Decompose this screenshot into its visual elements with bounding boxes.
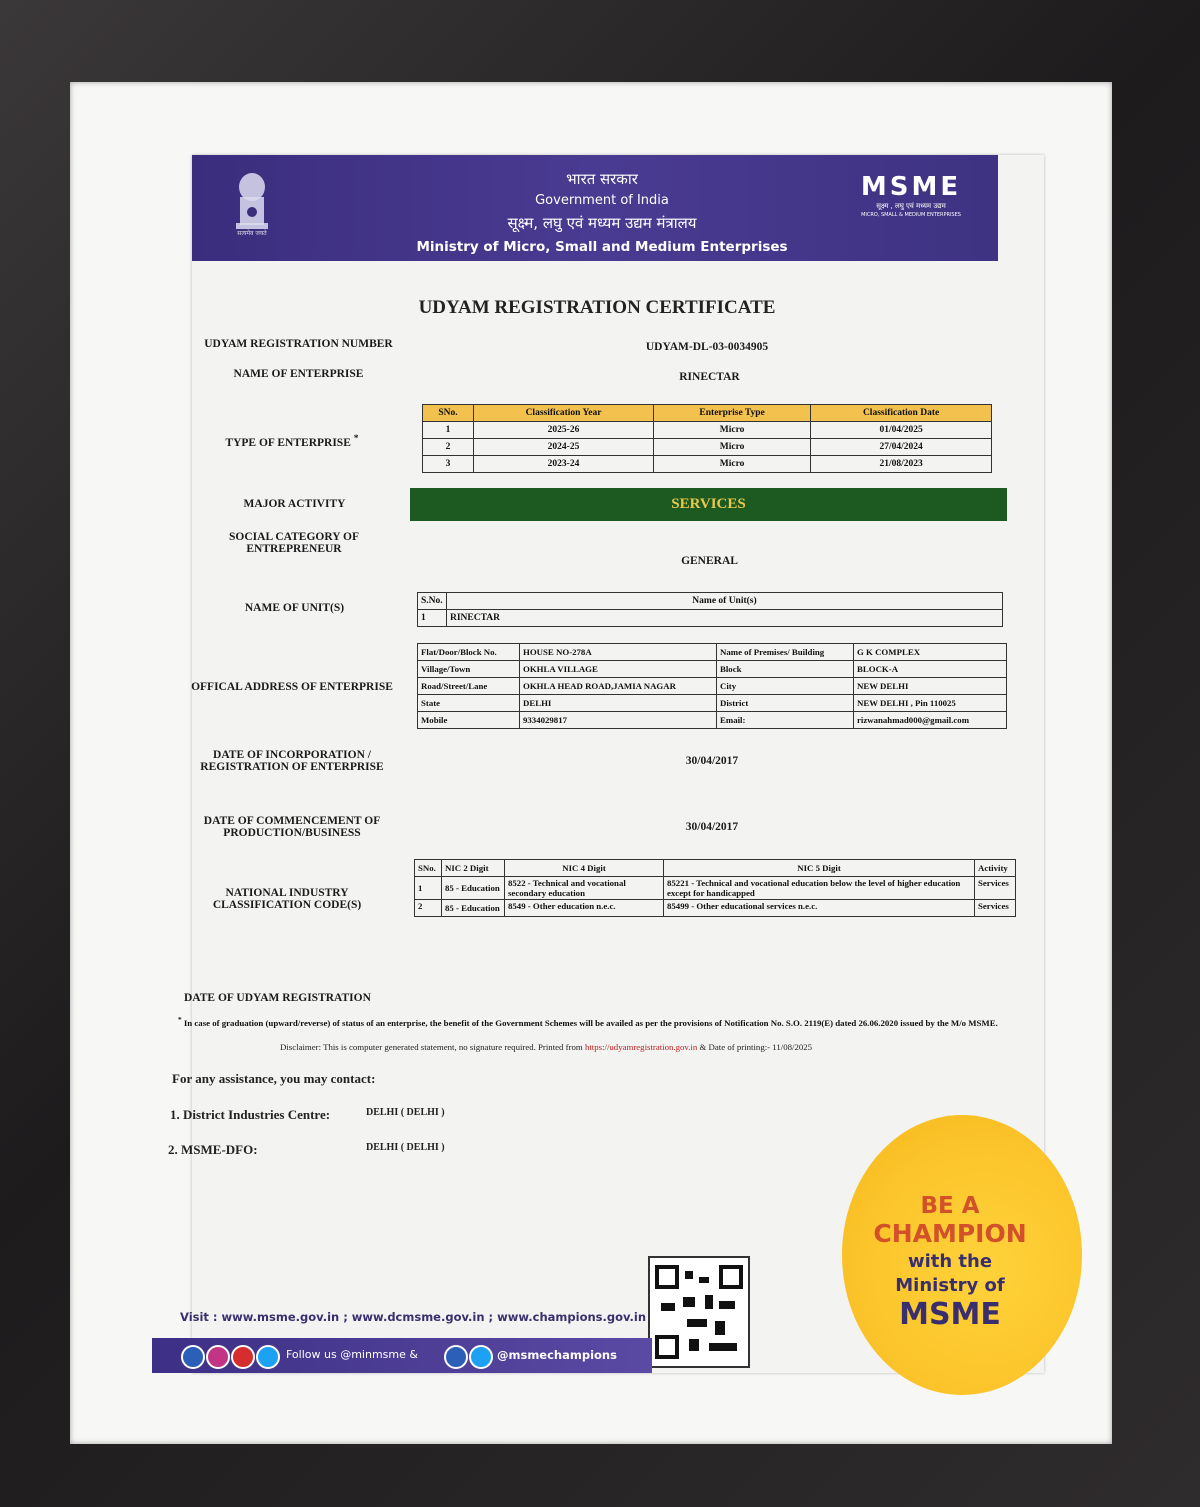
cell: 1 [415, 877, 442, 900]
cell: Block [717, 661, 854, 678]
table-row [415, 900, 1016, 917]
assistance-heading: For any assistance, you may contact: [172, 1071, 376, 1086]
contact-dic-label: 1. District Industries Centre: [170, 1107, 331, 1122]
qr-code-icon[interactable] [649, 1257, 749, 1367]
cell: 85 - Education [442, 900, 505, 917]
champion-line: CHAMPION [873, 1219, 1027, 1248]
cell: Services [975, 877, 1016, 900]
instagram-icon[interactable] [206, 1345, 230, 1369]
label-address: OFFICAL ADDRESS OF ENTERPRISE [191, 681, 393, 693]
cell: 21/08/2023 [811, 456, 992, 473]
class-head-date: Classification Date [811, 405, 992, 422]
social-category-value: GENERAL [681, 555, 738, 567]
reg-number-value: UDYAM-DL-03-0034905 [645, 341, 769, 353]
cell: Road/Street/Lane [418, 678, 520, 695]
cell: 3 [423, 456, 474, 473]
contact-dfo-label: 2. MSME-DFO: [168, 1142, 258, 1157]
units-table [417, 592, 1003, 627]
cell: 9334029817 [520, 712, 717, 729]
label-major: MAJOR ACTIVITY [243, 498, 346, 510]
cell: rizwanahmad000@gmail.com [854, 712, 1007, 729]
label-udyam-date: DATE OF UDYAM REGISTRATION [184, 992, 371, 1004]
header-ministry: Ministry of Micro, Small and Medium Enterprises [416, 239, 788, 255]
msme-logo-text: MSME [860, 172, 962, 202]
champion-text [860, 1193, 1040, 1247]
cell: OKHLA HEAD ROAD,JAMIA NAGAR [520, 678, 717, 695]
disclaimer: Disclaimer: This is computer generated statement, no signature required. Printed from https://udyamregistration.gov.in & Date of printing:- 11/08/2025 [280, 1042, 813, 1052]
table-row [418, 695, 1007, 712]
nic-head-2: NIC 2 Digit [442, 860, 505, 877]
champion-line: BE A [920, 1193, 980, 1219]
commencement-date-value: 30/04/2017 [685, 821, 739, 833]
champion-subtext [860, 1250, 1040, 1332]
cell: 1 [423, 422, 474, 439]
cell: District [717, 695, 854, 712]
cell: Services [975, 900, 1016, 917]
cell: 2023-24 [474, 456, 654, 473]
header-hindi-gov: भारत सरकार [566, 170, 638, 188]
emblem-motto: सत्यमेव जयते [237, 230, 267, 237]
champions-handle[interactable]: @msmechampions [497, 1348, 617, 1362]
cell: 8549 - Other education n.e.c. [505, 900, 664, 917]
nic-head-sno: SNo. [415, 860, 442, 877]
label-commence: DATE OF COMMENCEMENT OF PRODUCTION/BUSINESS [203, 815, 381, 839]
table-row [418, 712, 1007, 729]
cell: Village/Town [418, 661, 520, 678]
nic-head-5: NIC 5 Digit [664, 860, 975, 877]
cell: 1 [418, 610, 447, 627]
units-head-name: Name of Unit(s) [447, 593, 1003, 610]
cell: Mobile [418, 712, 520, 729]
cell: HOUSE NO-278A [520, 644, 717, 661]
address-table [417, 643, 1007, 729]
cell: 27/04/2024 [811, 439, 992, 456]
incorporation-date-value: 30/04/2017 [685, 755, 739, 767]
header-gov: Government of India [535, 193, 669, 208]
header-banner [192, 155, 998, 261]
cell: 2 [415, 900, 442, 917]
msme-logo-hindi: सूक्ष्म , लघु एवं मध्यम उद्यम [876, 202, 946, 210]
label-type: TYPE OF ENTERPRISE * [225, 433, 359, 449]
visit-line[interactable]: Visit : www.msme.gov.in ; www.dcmsme.gov.in ; www.champions.gov.in [180, 1310, 647, 1324]
cell: 8522 - Technical and vocational secondary education [505, 877, 664, 900]
champion-line: Ministry of [895, 1275, 1005, 1296]
header-hindi-ministry: सूक्ष्म, लघु एवं मध्यम उद्यम मंत्रालय [507, 214, 697, 232]
units-head-sno: S.No. [418, 593, 447, 610]
table-row [418, 661, 1007, 678]
label-reg-no: UDYAM REGISTRATION NUMBER [204, 338, 393, 350]
cell: NEW DELHI , Pin 110025 [854, 695, 1007, 712]
cell: 01/04/2025 [811, 422, 992, 439]
table-row [418, 644, 1007, 661]
label-units: NAME OF UNIT(S) [244, 602, 345, 614]
class-head-year: Classification Year [474, 405, 654, 422]
cell: Flat/Door/Block No. [418, 644, 520, 661]
cell: City [717, 678, 854, 695]
cell: 2 [423, 439, 474, 456]
major-activity-banner: SERVICES [410, 488, 1007, 521]
classification-table [422, 404, 992, 473]
page-title: UDYAM REGISTRATION CERTIFICATE [418, 297, 776, 318]
cell: 2024-25 [474, 439, 654, 456]
cell: 85 - Education [442, 877, 505, 900]
footnote: * In case of graduation (upward/reverse) of status of an enterprise, the benefit of the Government Schemes will be availed as per the provisions of Notification No. S.O. 2119(E) dated 26.06.2020 issued by the M/o MSME. [178, 1015, 998, 1028]
follow-text: Follow us @minmsme & [286, 1348, 418, 1361]
cell: Email: [717, 712, 854, 729]
enterprise-name-value: RINECTAR [679, 371, 740, 383]
cell: RINECTAR [447, 610, 1003, 627]
table-row [418, 610, 1003, 627]
nic-head-activity: Activity [975, 860, 1016, 877]
cell: G K COMPLEX [854, 644, 1007, 661]
msme-logo [852, 173, 970, 233]
cell: OKHLA VILLAGE [520, 661, 717, 678]
cell: NEW DELHI [854, 678, 1007, 695]
facebook-icon[interactable] [444, 1345, 468, 1369]
msme-logo-sub: MICRO, SMALL & MEDIUM ENTERPRISES [861, 212, 961, 218]
class-head-type: Enterprise Type [654, 405, 811, 422]
label-social: SOCIAL CATEGORY OF ENTREPRENEUR [229, 531, 359, 555]
table-row [415, 877, 1016, 900]
contact-dic-value: DELHI ( DELHI ) [366, 1107, 445, 1118]
cell: Micro [654, 439, 811, 456]
facebook-icon[interactable] [181, 1345, 205, 1369]
nic-head-4: NIC 4 Digit [505, 860, 664, 877]
cell: Micro [654, 422, 811, 439]
champion-line: with the [907, 1251, 993, 1272]
table-row [418, 678, 1007, 695]
table-row [423, 456, 992, 473]
twitter-icon[interactable] [256, 1345, 280, 1369]
portal-link[interactable]: https://udyamregistration.gov.in [584, 1042, 698, 1052]
table-row [423, 422, 992, 439]
label-name: NAME OF ENTERPRISE [233, 368, 364, 380]
twitter-icon[interactable] [469, 1345, 493, 1369]
contact-dfo-value: DELHI ( DELHI ) [366, 1142, 445, 1153]
cell: Name of Premises/ Building [717, 644, 854, 661]
nic-table [414, 859, 1016, 917]
class-head-sno: SNo. [423, 405, 474, 422]
champion-line: MSME [899, 1297, 1001, 1332]
youtube-icon[interactable] [231, 1345, 255, 1369]
cell: State [418, 695, 520, 712]
cell: 85499 - Other educational services n.e.c. [664, 900, 975, 917]
table-row [423, 439, 992, 456]
certificate [168, 155, 1044, 1373]
cell: DELHI [520, 695, 717, 712]
label-incorp: DATE OF INCORPORATION / REGISTRATION OF ENTERPRISE [200, 749, 384, 773]
cell: BLOCK-A [854, 661, 1007, 678]
cell: 2025-26 [474, 422, 654, 439]
cell: 85221 - Technical and vocational education below the level of higher education except for handicapped [664, 877, 975, 900]
label-nic: NATIONAL INDUSTRY CLASSIFICATION CODE(S) [212, 887, 362, 911]
footer-bar [152, 1338, 652, 1373]
cell: Micro [654, 456, 811, 473]
